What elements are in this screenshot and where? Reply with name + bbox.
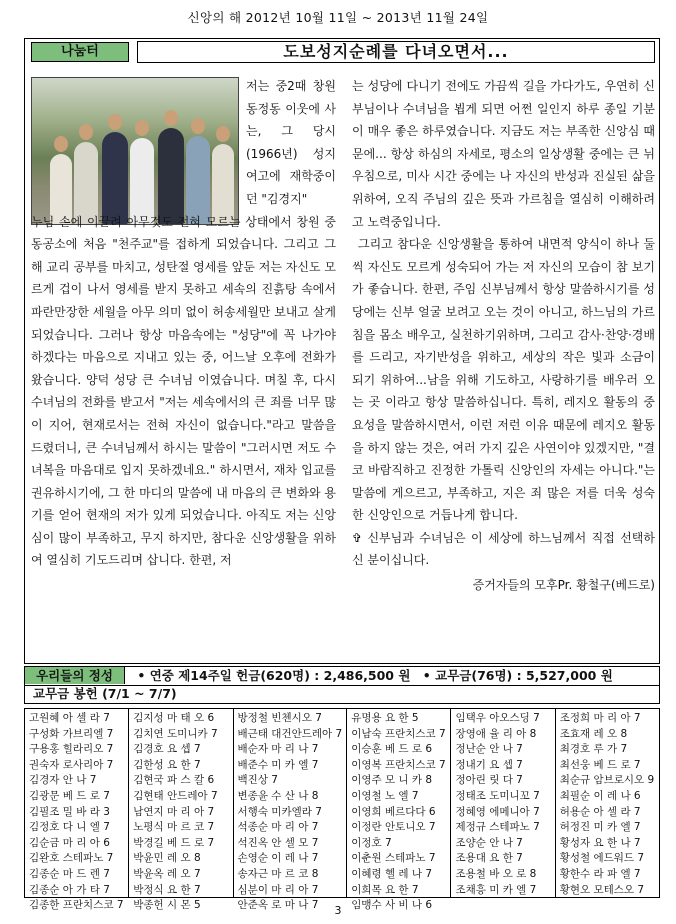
donor-entry: 이영철 노 엘 7 [351, 789, 419, 802]
donor-entry: 황한수 라 파 엘 7 [559, 867, 641, 880]
donor-entry: 김종순 마 드 렌 7 [29, 867, 110, 880]
article-title: 도보성지순례를 다녀오면서... [137, 41, 655, 63]
donor-entry: 이영희 베르다다 6 [351, 805, 436, 818]
offering-label: 우리들의 정성 [25, 667, 125, 684]
donor-entry: 조효재 레 오 8 [559, 727, 628, 740]
donor-entry: 이영주 모 니 카 8 [351, 774, 433, 787]
donor-entry: 석종순 마 리 아 7 [237, 821, 319, 834]
donor-entry: 최필순 이 레 나 6 [559, 789, 641, 802]
article-frame [24, 38, 660, 664]
donor-table [24, 708, 660, 912]
donor-entry: 김한성 요 한 7 [133, 758, 201, 771]
donor-entry: 권숙자 로사리아 7 [29, 758, 114, 771]
donor-entry: 황성자 요 한 나 7 [559, 836, 641, 849]
author-signature: 증거자들의 모후Pr. 황철구(베드로) [472, 578, 655, 593]
donor-entry: 김현태 안드레아 7 [133, 789, 218, 802]
donor-entry: 조용대 요 한 7 [455, 852, 523, 865]
donor-column [25, 709, 129, 912]
donor-entry: 박종헌 시 몬 5 [133, 899, 201, 912]
donor-entry: 박정식 요 한 7 [133, 883, 201, 896]
donor-entry: 황성철 에드워드 7 [559, 852, 645, 865]
donor-entry: 임택우 아오스딩 7 [455, 712, 540, 724]
donor-list-header: 교무금 봉헌 (7/1 ~ 7/7) [24, 686, 660, 704]
donor-entry: 김경자 안 나 7 [29, 774, 97, 787]
donor-entry: 정난순 안 나 7 [455, 743, 523, 756]
donor-entry: 박경길 베 드 로 7 [133, 836, 215, 849]
donor-column [451, 709, 555, 897]
article-paragraph-3: ✞ 신부님과 수녀님은 이 세상에 하느님께서 직접 선택하신 분이십니다. [352, 530, 655, 568]
donor-entry: 이혜령 헬 레 나 7 [351, 867, 433, 880]
donor-entry: 조용철 바 오 로 8 [455, 867, 537, 880]
donor-entry: 손영순 이 레 나 7 [237, 852, 319, 865]
donor-entry: 김경호 요 셉 7 [133, 743, 201, 756]
donor-entry: 배준수 미 카 엘 7 [237, 758, 319, 771]
sunday-offering: • 연중 제14주일 헌금(620명) : 2,486,500 원 [137, 668, 411, 683]
donor-entry: 백진상 7 [237, 774, 278, 787]
article-column-right [352, 75, 655, 597]
donor-entry: 김순금 마 리 아 6 [29, 836, 110, 849]
donor-entry: 유명용 요 한 5 [351, 712, 419, 724]
donor-entry: 이춘원 스테파노 7 [351, 852, 436, 865]
donor-entry: 방정철 빈첸시오 7 [237, 712, 322, 724]
section-tag: 나눔터 [31, 42, 129, 62]
donor-entry: 석진옥 안 셀 모 7 [237, 836, 319, 849]
offering-bar [24, 666, 660, 686]
donor-entry: 안준옥 로 마 나 7 [237, 899, 319, 912]
newsletter-header: 신앙의 해 2012년 10월 11일 ~ 2013년 11월 24일 [187, 10, 489, 25]
donor-entry: 최순규 암브로시오 9 [559, 774, 655, 787]
donor-column [556, 709, 659, 897]
donor-entry: 정태조 도미니꼬 7 [455, 789, 540, 802]
donor-entry: 구용홍 힐라리오 7 [29, 743, 114, 756]
donor-entry: 박윤옥 레 오 7 [133, 867, 201, 880]
donor-entry: 김현국 파 스 칼 6 [133, 774, 215, 787]
donor-entry: 허용순 아 셀 라 7 [559, 805, 641, 818]
article-paragraph-1: 는 성당에 다니기 전에도 가끔씩 길을 가다가도, 우연히 신부님이나 수녀님을 뵙게 되면 어쩐 일인지 하루 종일 기분이 매우 좋은 하루였습니다. 지금도 저는 부족한 신앙심 때문에... 항상 하심의 자세로, 평소의 일상생활 중에는 큰 뉘우침으로, 미사 시간 중에는 나 자신의 반성과 진실된 삶을 위하여, 오직 주님의 깊은 뜻과 가르침을 열심히 이해하려고 노력중입니다. [352, 79, 655, 229]
donor-entry: 고원혜 아 셀 라 7 [29, 712, 110, 724]
donor-entry: 최경호 루 가 7 [559, 743, 628, 756]
donor-entry: 김광문 베 드 로 7 [29, 789, 110, 802]
donor-entry: 이영복 프란치스코 7 [351, 758, 446, 771]
donor-entry: 황현오 모테스오 7 [559, 883, 645, 896]
donor-entry: 허정진 미 카 엘 7 [559, 821, 641, 834]
donor-entry: 임맹수 사 비 나 6 [351, 899, 433, 912]
donor-entry: 이정호 7 [351, 836, 392, 849]
article-column-left [31, 75, 336, 572]
donor-entry: 서행숙 미카엘라 7 [237, 805, 322, 818]
donor-entry: 김정호 다 니 엘 7 [29, 821, 110, 834]
donor-entry: 송자근 마 르 코 8 [237, 867, 319, 880]
page-number: 3 [334, 904, 342, 917]
donor-entry: 이남숙 프란치스코 7 [351, 727, 446, 740]
donor-entry: 조채흥 미 카 엘 7 [455, 883, 537, 896]
donor-entry: 심분이 마 리 아 7 [237, 883, 319, 896]
donor-entry: 조양순 안 나 7 [455, 836, 523, 849]
donor-entry: 김지성 마 태 오 6 [133, 712, 215, 724]
donor-entry: 남연지 마 리 아 7 [133, 805, 215, 818]
donor-entry: 최선웅 베 드 로 7 [559, 758, 641, 771]
donor-entry: 변종윤 수 산 나 8 [237, 789, 319, 802]
donor-entry: 이희목 요 한 7 [351, 883, 419, 896]
donor-entry: 이승훈 베 드 로 6 [351, 743, 433, 756]
donor-entry: 배순자 마 리 나 7 [237, 743, 319, 756]
article-text-beside-photo: 저는 중2때 창원 동정동 이웃에 사는, 그 당시(1966년) 성지여고에 재학중이던 "김경지" [246, 79, 336, 206]
donor-entry: 김필조 밀 바 라 3 [29, 805, 110, 818]
donor-entry: 정혜영 에메니아 7 [455, 805, 540, 818]
donor-column [347, 709, 451, 912]
donor-entry: 장영애 율 리 아 8 [455, 727, 537, 740]
donor-column [234, 709, 348, 912]
donor-entry: 구성화 가브리엘 7 [29, 727, 114, 740]
donor-entry: 박윤민 레 오 8 [133, 852, 201, 865]
donor-entry: 노평식 마 르 코 7 [133, 821, 215, 834]
donor-entry: 정내기 요 셉 7 [455, 758, 523, 771]
donor-entry: 배근태 대건안드레아 7 [237, 727, 343, 740]
donor-entry: 조정희 마 리 아 7 [559, 712, 641, 724]
donor-entry: 김종순 아 가 타 7 [29, 883, 110, 896]
donor-column [129, 709, 233, 912]
donor-entry: 제정규 스테파노 7 [455, 821, 540, 834]
donor-entry: 정아린 릿 다 7 [455, 774, 523, 787]
donor-entry: 김치연 도미니카 7 [133, 727, 218, 740]
donor-entry: 김종한 프란치스코 7 [29, 899, 124, 912]
donor-entry: 이정란 안토니오 7 [351, 821, 436, 834]
article-paragraph-2: 그리고 참다운 신앙생활을 통하여 내면적 양식이 하나 둘씩 자신도 모르게 성숙되어 가는 저 자신의 모습이 참 보기가 좋습니다. 한편, 주임 신부님께서 항상 말씀하시기를 성당에는 신부 얼굴 보려고 오는 것이 아니고, 하느님의 가르침을 몸소 배우고, 실천하기위하며, 그리고 감사·찬양·경배를 드리고, 자기반성을 위하고, 세상의 작은 빛과 소금이 되기 위하여...남을 위해 기도하고, 사랑하기를 배우러 오는 곳 이라고 항상 말씀하십니다. 특히, 레지오 활동의 중요성을 말씀하시면서, 이런 저런 이유 때문에 레지오 활동을 하지 않는 것은, 여러 가지 깊은 사연이야 있겠지만, "결코 바람직하고 진정한 가톨릭 신앙인의 자세는 아니다."는 말씀에 게으르고, 부족하고, 지은 죄 많은 저를 더욱 성숙한 신앙인으로 거듭나게 합니다. [352, 237, 655, 523]
article-text-left: 누님 손에 이끌려 아무것도 전혀 모르는 상태에서 창원 중동공소에 처음 "천주교"를 접하게 되었습니다. 그리고 그 해 교리 공부를 마치고, 성탄절 영세를 앞둔 저는 자신도 모르게 겁이 나서 영세를 받지 못하고 세속의 진흙탕 속에서 파란만장한 세월을 아무 의미 없이 허송세월만 보내고 살게 되었습니다. 그러나 항상 마음속에는 "성당"에 꼭 나가야 하겠다는 마음으로 지내고 있는 중, 어느날 오후에 전화가 왔습니다. 양덕 성당 큰 수녀님 이였습니다. 며칠 후, 다시 수녀님의 전화를 받고서 "저는 세속에서의 큰 죄를 너무 많이 지어, 현재로서는 전혀 자신이 없습니다."라고 말씀을 드렸더니, 큰 수녀님께서 하시는 말씀이 "그러시면 저도 수녀복을 마음대로 입지 못하겠네요." 하시면서, 재차 입교를 권유하시기에, 그 한 마디의 말씀에 내 마음의 큰 변화와 용기를 얻어 현재의 저가 있게 되었습니다. 아직도 저는 신앙심이 많이 부족하고, 무지 하지만, 참다운 신앙생활을 위하여 열심히 기도드리며 삽니다. 한편, 저 [31, 214, 336, 568]
dues-total: • 교무금(76명) : 5,527,000 원 [422, 668, 613, 683]
donor-entry: 김완호 스테파노 7 [29, 852, 114, 865]
